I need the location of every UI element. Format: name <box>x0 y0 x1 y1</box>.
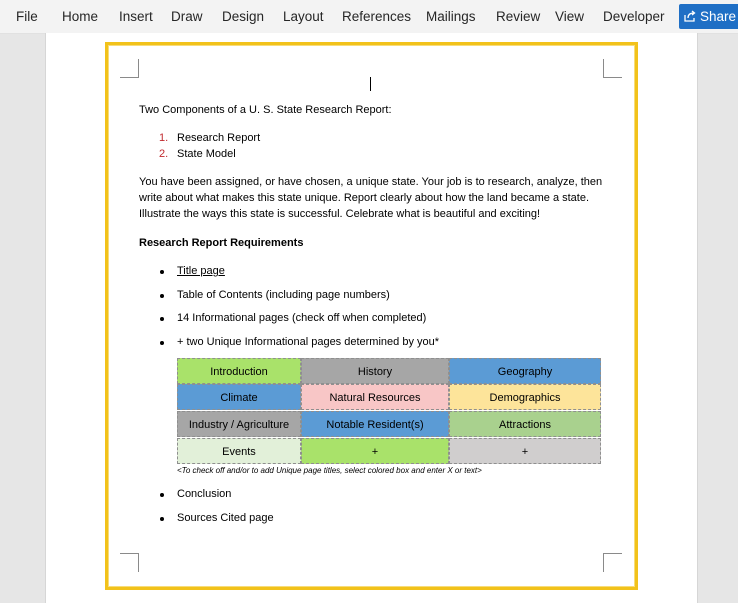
body-line: Illustrate the ways this state is successful. Celebrate what is beautiful and exciting! <box>139 208 541 220</box>
margin-corner-bottom-left <box>120 553 139 572</box>
bullet-dot <box>160 517 164 521</box>
table-cell[interactable]: Demographics <box>449 384 601 410</box>
tab-mailings[interactable]: Mailings <box>426 9 476 24</box>
table-cell[interactable]: + <box>449 438 601 464</box>
bullet-dot <box>160 317 164 321</box>
section-heading: Research Report Requirements <box>139 237 304 249</box>
table-cell[interactable]: Climate <box>177 384 301 410</box>
tab-insert[interactable]: Insert <box>119 9 153 24</box>
list-text: State Model <box>177 148 236 160</box>
list-item <box>159 132 261 144</box>
table-cell[interactable]: Industry / Agriculture <box>177 411 301 437</box>
bullet-dot <box>160 341 164 345</box>
body-line: You have been assigned, or have chosen, a unique state. Your job is to research, analyze, then <box>139 176 603 188</box>
table-cell[interactable]: Events <box>177 438 301 464</box>
tab-references[interactable]: References <box>342 9 412 24</box>
intro-line: Two Components of a U. S. State Research Report: <box>139 104 392 116</box>
bullet-item: Conclusion <box>177 488 232 500</box>
tab-draw[interactable]: Draw <box>171 9 203 24</box>
bullet-item: Sources Cited page <box>177 512 274 524</box>
table-cell[interactable]: Notable Resident(s) <box>301 411 449 437</box>
list-item <box>159 148 236 160</box>
list-number: 1. <box>159 132 169 144</box>
share-icon <box>684 10 696 22</box>
bullet-dot <box>160 493 164 497</box>
topic-table <box>177 358 601 464</box>
tab-home[interactable]: Home <box>62 9 99 24</box>
table-cell[interactable]: Introduction <box>177 358 301 384</box>
body-line: write about what makes this state unique. Report clearly about how the land became a state. <box>139 192 590 204</box>
margin-corner-top-right <box>603 59 622 78</box>
bullet-item: 14 Informational pages (check off when completed) <box>177 312 427 324</box>
tab-review[interactable]: Review <box>496 9 541 24</box>
table-cell[interactable]: Natural Resources <box>301 384 449 410</box>
table-note: <To check off and/or to add Unique page titles, select colored box and enter X or text> <box>177 466 482 475</box>
share-button[interactable] <box>679 4 738 29</box>
table-cell[interactable]: + <box>301 438 449 464</box>
tab-view[interactable]: View <box>555 9 585 24</box>
bullet-dot <box>160 294 164 298</box>
table-cell[interactable]: Geography <box>449 358 601 384</box>
bullet-item: Table of Contents (including page numbers) <box>177 289 390 301</box>
ribbon-tab-bar <box>0 0 738 34</box>
bullet-item: + two Unique Informational pages determined by you* <box>177 336 440 348</box>
tab-design[interactable]: Design <box>222 9 265 24</box>
margin-corner-bottom-right <box>603 553 622 572</box>
list-text: Research Report <box>177 132 261 144</box>
list-number: 2. <box>159 148 169 160</box>
bullet-dot <box>160 270 164 274</box>
text-cursor <box>370 77 371 91</box>
tab-file[interactable]: File <box>16 9 38 24</box>
bullet-item: Title page <box>177 265 225 277</box>
tab-layout[interactable]: Layout <box>283 9 324 24</box>
table-cell[interactable]: History <box>301 358 449 384</box>
tab-developer[interactable]: Developer <box>603 9 665 24</box>
margin-corner-top-left <box>120 59 139 78</box>
share-label: Share <box>700 9 737 24</box>
table-cell[interactable]: Attractions <box>449 411 601 437</box>
